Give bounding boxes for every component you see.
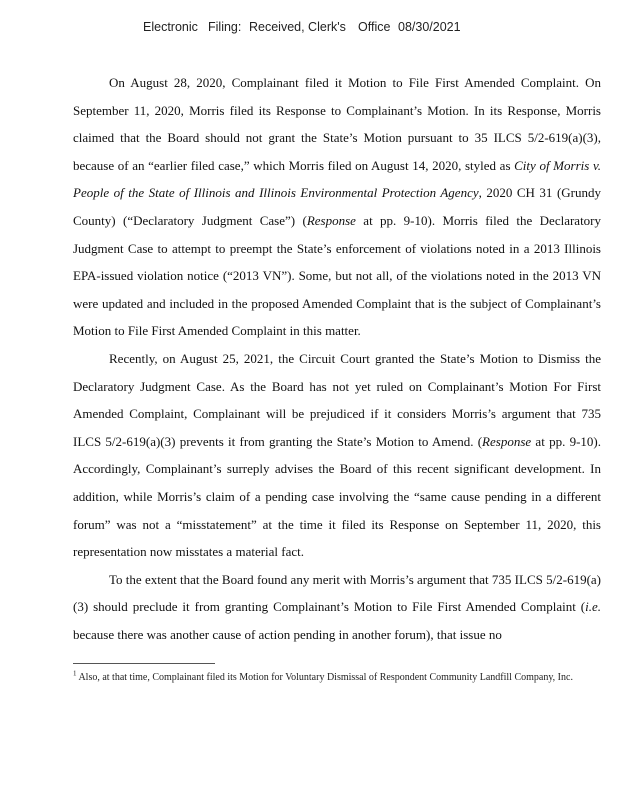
header-electronic: Electronic [143,20,198,34]
document-body [73,69,601,648]
header-received: Received, Clerk's [249,20,346,34]
header-filing: Filing: [208,20,242,34]
paragraph-1: On August 28, 2020, Complainant filed it Motion to File First Amended Complaint. On September 11, 2020, Morris filed its Response to Complainant’s Motion. In its Response, Morris claimed that the Board should not grant the State’s Motion pursuant to 35 ILCS 5/2-619(a)(3), because of an “earlier filed case,” which Morris filed on August 14, 2020, styled as City of Morris v. People of the State of Illinois and Illinois Environmental Protection Agency, 2020 CH 31 (Grundy County) (“Declaratory Judgment Case”) (Response at pp. 9-10). Morris filed the Declaratory Judgment Case to attempt to preempt the State’s enforcement of violations noted in a 2013 Illinois EPA-issued violation notice (“2013 VN”). Some, but not all, of the violations noted in the 2013 VN were updated and included in the proposed Amended Complaint that is the subject of Complainant’s Motion to File First Amended Complaint in this matter. [73,75,602,339]
response-citation: Response [306,212,356,228]
footnote-marker: 1 [73,669,77,678]
footnote-text: Also, at that time, Complainant filed its Motion for Voluntary Dismissal of Respondent Community Landfill Company, Inc. [78,672,573,683]
response-citation: Response [482,433,532,449]
case-caption: City of Morris v. People of the State of Illinois and Illinois Environmental Protection Agency [73,157,601,201]
header-date: 08/30/2021 [398,20,461,34]
ie-abbreviation: i.e. [585,599,601,615]
header-office: Office [358,20,391,34]
footnote-divider [73,663,215,664]
footnote [73,669,573,684]
paragraph-2: Recently, on August 25, 2021, the Circuit Court granted the State’s Motion to Dismiss the Declaratory Judgment Case. As the Board has not yet ruled on Complainant’s Motion For First Amended Complaint, Complainant will be prejudiced if it considers Morris’s argument that 735 ILCS 5/2-619(a)(3) prevents it from granting the State’s Motion to Amend. (Response at pp. 9-10). Accordingly, Complainant’s surreply advises the Board of this recent significant development. In addition, while Morris’s claim of a pending case involving the “same cause pending in a different forum” was not a “misstatement” at the time it filed its Response on September 11, 2020, this representation now misstates a material fact. [73,350,601,560]
paragraph-3: To the extent that the Board found any merit with Morris’s argument that 735 ILCS 5/2-619(a)(3) should preclude it from granting Complainant’s Motion to File First Amended Complaint (i.e. because there was another cause of action pending in another forum), that issue no [73,571,601,642]
